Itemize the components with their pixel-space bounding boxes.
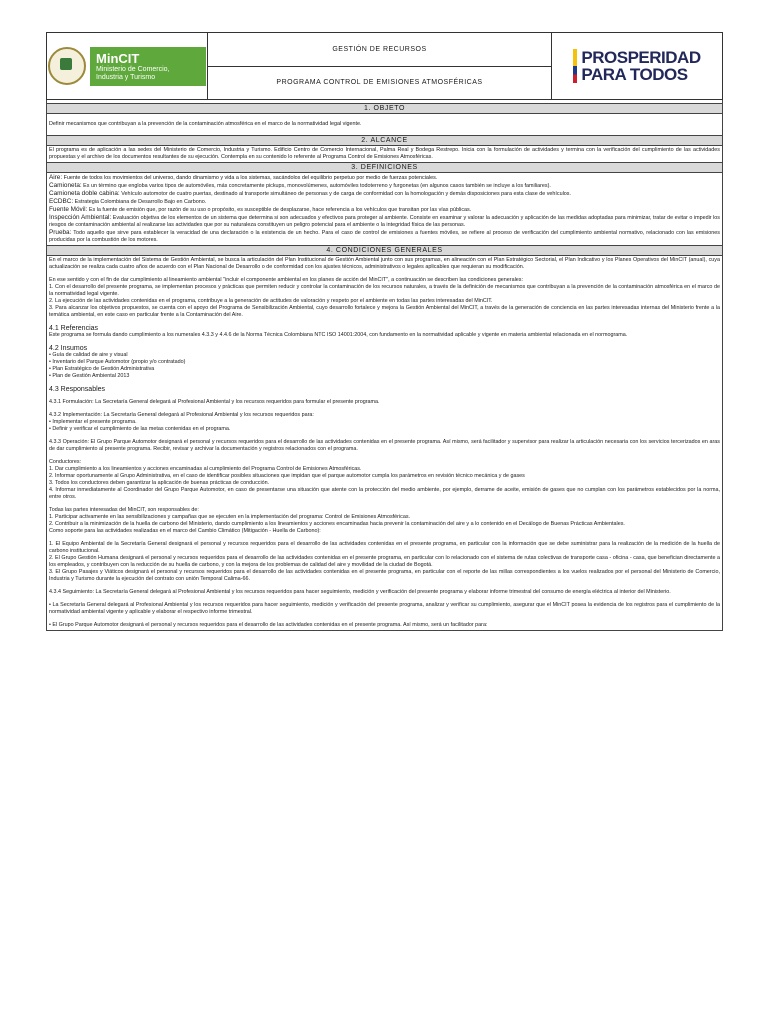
paragraph: 4.3.1 Formulación: La Secretaría General delegará al Profesional Ambiental y los recursos requeridos para formular el presente programa. [49, 399, 380, 405]
brand-logo-cell [552, 33, 722, 99]
list-item: • Implementar el presente programa. [49, 419, 137, 425]
subheading-insumos: 4.2 Insumos [49, 345, 88, 352]
logo-sub1: Ministerio de Comercio, [96, 65, 170, 73]
definition-term: ECDBC: [49, 198, 74, 205]
list-item: 1. El Equipo Ambiental de la Secretaría General designará el personal y recursos requeridos para el desarrollo de las actividades contenidas en el presente programa, en particular con la información que se debe suministrar para la realización de la medición de la huella de carbono institucional. [49, 541, 720, 554]
definition-term: Aire: [49, 174, 63, 181]
objeto-text: Definir mecanismos que contribuyan a la prevención de la contaminación atmosférica en el marco de la normatividad legal vigente. [49, 121, 362, 127]
definition-term: Inspección Ambiental: [49, 214, 112, 221]
section-body [47, 114, 722, 135]
definition-text: Es la fuente de emisión que, por razón de su uso o propósito, es susceptible de desplazarse, hace referencia a los vehículos que transitan por las vías públicas. [87, 207, 472, 213]
section-body [47, 146, 722, 162]
list-item: • Plan de Gestión Ambiental 2013 [49, 373, 130, 379]
definition-term: Camioneta: [49, 182, 82, 189]
paragraph: 4.3.2 Implementación: La Secretaría General delegará al Profesional Ambiental y los recursos requeridos para: [49, 412, 314, 418]
prosperidad-logo [573, 49, 700, 83]
definition-term: Prueba: [49, 229, 72, 236]
definition-item [49, 229, 720, 244]
paragraph: • El Grupo Parque Automotor designará el personal y recursos requeridos para el desarrollo de las actividades contenidas en el presente programa. Así mismo, será un facilitador para: [49, 622, 488, 628]
paragraph: 2. La ejecución de las actividades contenidas en el programa, contribuye a la generación de actitudes de valoración y respeto por el ambiente en todas las partes interesadas del MinCIT. [49, 298, 493, 304]
alcance-text: El programa es de aplicación a las sedes del Ministerio de Comercio, Industria y Turismo. Edificio Centro de Comercio Internacional, Palma Real y Bodega Restrepo. Inicia con la formulación de actividades y termina con la verificación del cumplimiento de las actividades propuestas y el archivo de los documentos resultantes de su ejecución. Contempla en su contenido lo referente al Programa Control de Emisiones Atmosféricas. [49, 147, 720, 160]
header-titles [208, 33, 552, 99]
paragraph: En ese sentido y con el fin de dar cumplimiento al lineamiento ambiental "incluir el componente ambiental en los planes de acción del MinCIT", a continuación se describen las condiciones generales: [49, 277, 523, 283]
section-title: 4. CONDICIONES GENERALES [47, 246, 722, 256]
definition-term: Camioneta doble cabina: [49, 190, 120, 197]
coat-of-arms-icon [48, 47, 86, 85]
definition-item [49, 190, 720, 198]
definition-text: Vehículo automotor de cuatro puertas, destinado al transporte simultáneo de personas y de carga de conformidad con la homologación y demás disposiciones para esta clase de vehículos. [119, 191, 571, 197]
paragraph: 4.3.3 Operación: El Grupo Parque Automotor designará el personal y recursos requeridos para el desarrollo de las actividades contenidas en el presente programa. Así mismo, será facilitador y supervisor para realizar la articulación necesaria con los servicios tercerizados en aras de dar cumplimiento al presente programa. Recibir, revisar y archivar la documentación y registros relacionados con el programa. [49, 439, 720, 452]
logo-sub2: Industria y Turismo [96, 73, 156, 81]
definition-item [49, 182, 720, 190]
section-objeto [46, 103, 723, 136]
list-item: 1. Dar cumplimiento a los lineamientos y acciones encaminadas al cumplimiento del Programa Control de Emisiones Atmosféricas. [49, 466, 362, 472]
paragraph: • La Secretaría General delegará al Profesional Ambiental y los recursos requeridos para hacer seguimiento, medición y verificación del presente programa, analizar y verificar su cumplimiento, asegurar que el MinCIT posea la evidencia de los registros para el cumplimiento de la normatividad ambiental vigente y aplicable y elaborar el respectivo informe trimestral. [49, 602, 720, 615]
list-item: • Definir y verificar el cumplimiento de las metas contenidas en el programa. [49, 426, 231, 432]
conductores-heading: Conductores: [49, 459, 82, 465]
section-condiciones [46, 246, 723, 631]
document-header [46, 32, 723, 100]
definitions-list [47, 173, 722, 245]
section-title: 3. DEFINICIONES [47, 163, 722, 173]
list-item: 3. El Grupo Pasajes y Viáticos designará el personal y recursos requeridos para el desarrollo de las actividades contenidas en el presente programa, en particular con el reporte de las millas correspondientes a los vuelos realizados por el personal del Ministerio de Comercio, Industria y Turismo durante la ejecución del contrato con unión Temporal Calima-66. [49, 569, 720, 582]
definition-text: Fuente de todos los movimientos del universo, dando dinamismo y vida a los sistemas, sacándolos del equilibrio perpetuo por medio de fuerzas potenciales. [62, 175, 438, 181]
section-title: 2. ALCANCE [47, 136, 722, 146]
mincit-logo-box [90, 47, 206, 86]
logo-title: MinCIT [96, 50, 140, 66]
list-item: 1. Participar activamente en las sensibilizaciones y campañas que se ejecuten en la implementación del programa: Control de Emisiones Atmosféricas. [49, 514, 411, 520]
definition-text: Estrategia Colombiana de Desarrollo Bajo en Carbono. [73, 199, 207, 205]
subheading-responsables: 4.3 Responsables [49, 386, 106, 393]
definition-item [49, 174, 720, 182]
section-alcance [46, 136, 723, 163]
subheading-referencias: 4.1 Referencias [49, 325, 99, 332]
paragraph: 3. Para alcanzar los objetivos propuestos, se cuenta con el apoyo del Programa de Sensibilización Ambiental, cuyo desarrollo fortalece y mejora la Gestión Ambiental del MinCIT, a través de la generación de conciencia en las partes interesadas internas del Ministerio frente a la temática ambiental, en este caso en particular frente a la Contaminación del Aire. [49, 305, 720, 318]
list-item: • Guía de calidad de aire y visual [49, 352, 128, 358]
list-item: 4. Informar inmediatamente al Coordinador del Grupo Parque Automotor, en caso de presentarse una situación que atente con la protección del medio ambiente, por ejemplo, derrame de aceite, emisión de gases que no cumplan con los parámetros establecidos por la norma, entre otros. [49, 487, 720, 500]
list-item: 2. Contribuir a la minimización de la huella de carbono del Ministerio, dando cumplimiento a los lineamientos y acciones encaminadas hacia prevenir la contaminación del aire y a lo contenido en el Decálogo de Buenas Prácticas Ambientales. [49, 521, 625, 527]
definition-item [49, 214, 720, 229]
section-definiciones [46, 163, 723, 246]
mincit-logo [48, 47, 206, 86]
paragraph: Este programa se formula dando cumplimiento a los numerales 4.3.3 y 4.4.6 de la Norma Técnica Colombiana NTC ISO 14001:2004, con fundamento en la normatividad aplicable y vigente en materia ambiental relacionada en el normograma. [49, 332, 628, 338]
process-label: GESTIÓN DE RECURSOS [208, 33, 551, 67]
section-title: 1. OBJETO [47, 104, 722, 114]
paragraph: Como soporte para las actividades realizadas en el marco del Cambio Climático (Mitigación - Huella de Carbono): [49, 528, 321, 534]
definition-text: Todo aquello que sirve para establecer la veracidad de una declaración o la existencia de un hecho. Para el caso de control de emisiones a fuentes móviles, se refiere al proceso de verificación del cumplimiento ambiental normativo, relacionado con las emisiones producidas por la combustión de los motores. [49, 230, 720, 243]
list-item: 2. Informar oportunamente al Grupo Administrativa, en el caso de identificar posibles situaciones que impidan que el parque automotor cumpla los parámetros en revisión técnico mecánica y de gases [49, 473, 525, 479]
partes-heading: Todas las partes interesadas del MinCIT, son responsables de: [49, 507, 199, 513]
brand-line2: PARA TODOS [581, 65, 688, 84]
definition-item [49, 206, 720, 214]
paragraph: 1. Con el desarrollo del presente programa, se implementan procesos y prácticas que permiten reducir y controlar la contaminación de los recursos naturales, a través de la definición de mecanismos que contribuyan a la prevención de la contaminación atmosférica en el marco de la normatividad legal vigente. [49, 284, 720, 297]
definition-term: Fuente Móvil: [49, 206, 88, 213]
list-item: • Inventario del Parque Automotor (propio y/o contratado) [49, 359, 186, 365]
definition-item [49, 198, 720, 206]
list-item: 3. Todos los conductores deben garantizar la aplicación de buenas prácticas de conducción. [49, 480, 270, 486]
brand-line1: PROSPERIDAD [581, 48, 701, 67]
definition-text: Evaluación objetiva de los elementos de un sistema que determina si son adecuados y efectivos para proteger al ambiente. Consiste en examinar y valorar la adecuación y aplicación de las medidas adoptadas para minimizar, tratar de evitar o impedir los riesgos de contaminación ambiental al realizarse las actividades que por su naturaleza constituyen un peligro potencial para el ambiente o la integridad física de las personas. [49, 215, 720, 228]
list-item: 2. El Grupo Gestión Humana designará el personal y recursos requeridos para el desarrollo de las actividades contenidas en el presente programa, en particular con lo relacionado con el sistema de rutas colectivas de transporte casa - oficina - casa, que benefician directamente a los empleados, y contribuyen con la reducción de su huella de carbono, y con la mejora de los problemas de calidad del aire y movilidad de la ciudad de Bogotá. [49, 555, 720, 568]
program-label: PROGRAMA CONTROL DE EMISIONES ATMOSFÉRICAS [276, 79, 483, 87]
definition-text: Es un término que engloba varios tipos de automóviles, más concretamente pickups, monovolúmenes, automóviles todoterreno y furgonetas (en algunos casos también se incluye a los familiares). [81, 183, 551, 189]
list-item: • Plan Estratégico de Gestión Administrativa [49, 366, 155, 372]
mincit-logo-cell [47, 33, 208, 99]
section-body [47, 256, 722, 630]
document-page [46, 32, 723, 631]
flag-icon [573, 49, 577, 83]
paragraph: En el marco de la implementación del Sistema de Gestión Ambiental, se busca la articulación del Plan Institucional de Gestión Ambiental junto con sus programas, en alineación con el Plan Estratégico Sectorial, el Plan Indicativo y los Planes Operativos del MinCIT (anual), cuya actualización se realiza cada cuatro años de acuerdo con el Plan Nacional de Desarrollo o de conformidad con los ajustes técnicos, administrativos o legales aplicables que requieran su modificación. [49, 257, 720, 270]
paragraph: 4.3.4 Seguimiento: La Secretaría General delegará al Profesional Ambiental y los recursos requeridos para hacer seguimiento, medición y verificación del presente programa y elaborar informe trimestral del consumo de energía eléctrica al interior del Ministerio. [49, 589, 671, 595]
